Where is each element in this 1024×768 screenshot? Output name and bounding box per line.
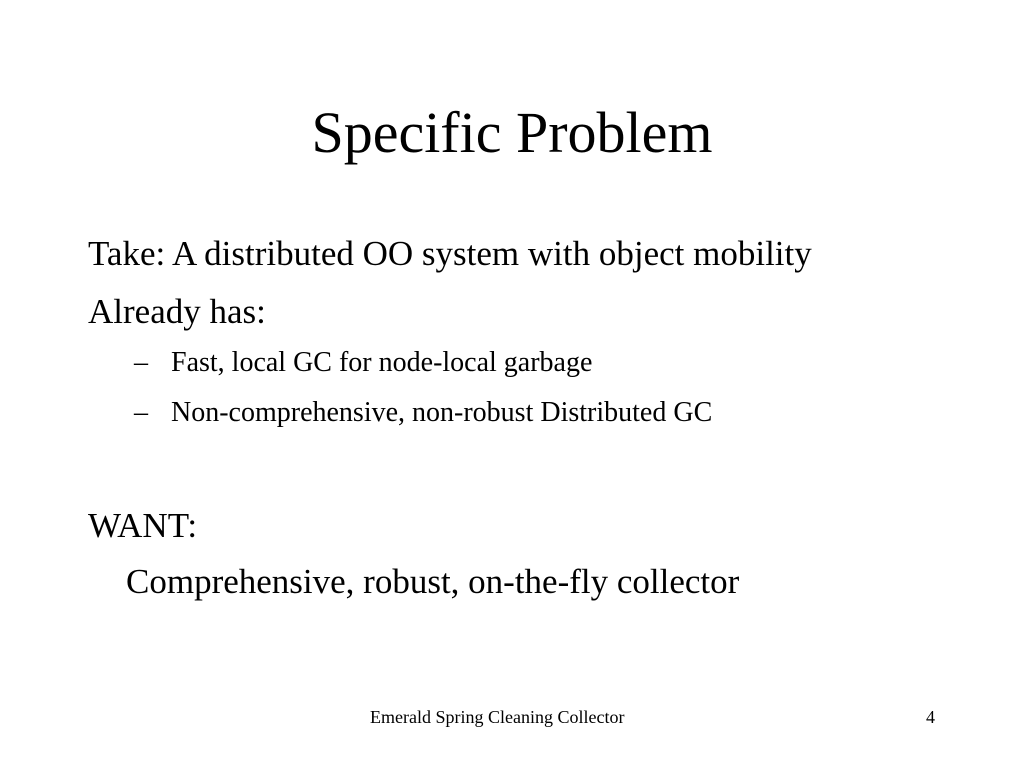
body-want-line: WANT: bbox=[88, 506, 198, 545]
page-number: 4 bbox=[926, 707, 935, 727]
footer-title: Emerald Spring Cleaning Collector bbox=[370, 707, 625, 727]
slide-title: Specific Problem bbox=[311, 100, 713, 165]
body-take-line: Take: A distributed OO system with object mobility bbox=[88, 234, 812, 273]
bullet-text: Non-comprehensive, non-robust Distributed GC bbox=[171, 397, 713, 428]
bullet-text: Fast, local GC for node-local garbage bbox=[171, 347, 593, 378]
body-want-detail-line: Comprehensive, robust, on-the-fly collector bbox=[126, 562, 740, 601]
body-already-has-line: Already has: bbox=[88, 292, 266, 331]
dash-bullet-icon: – bbox=[134, 397, 148, 428]
dash-bullet-icon: – bbox=[134, 347, 148, 378]
